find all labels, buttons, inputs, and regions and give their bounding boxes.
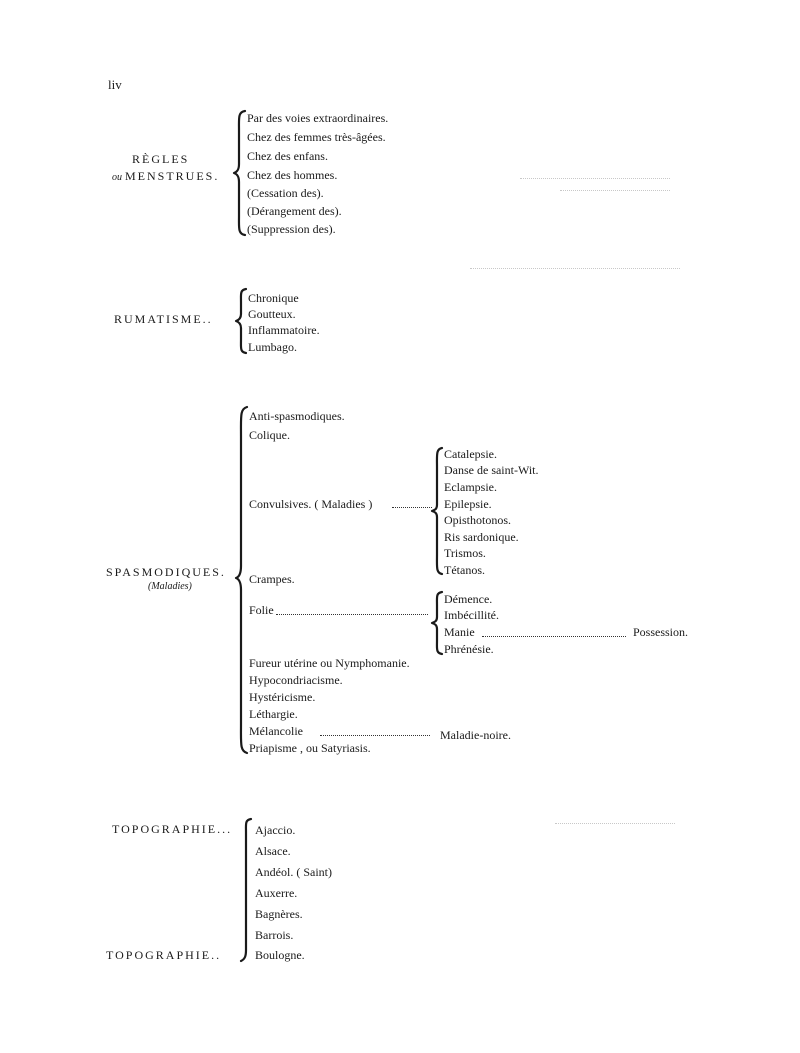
brace bbox=[236, 288, 248, 354]
list-item: Auxerre. bbox=[255, 886, 298, 900]
list-item: Ajaccio. bbox=[255, 823, 296, 837]
list-item: Anti-spasmodiques. bbox=[249, 409, 345, 423]
list-item: Andéol. ( Saint) bbox=[255, 865, 332, 879]
list-item: Barrois. bbox=[255, 928, 294, 942]
list-item: Tétanos. bbox=[444, 563, 485, 577]
show-through-mark bbox=[555, 823, 675, 824]
melancolie-label: Mélancolie bbox=[249, 724, 303, 738]
show-through-mark bbox=[560, 190, 670, 191]
list-item: Boulogne. bbox=[255, 948, 305, 962]
leader-dots bbox=[276, 614, 428, 615]
list-item: Chronique bbox=[248, 291, 299, 305]
convulsives-label: Convulsives. ( Maladies ) bbox=[249, 497, 373, 511]
list-item: Hystéricisme. bbox=[249, 690, 316, 704]
list-item: Epilepsie. bbox=[444, 497, 492, 511]
brace bbox=[241, 818, 253, 962]
melancolie-target: Maladie-noire. bbox=[440, 728, 511, 742]
list-item: Hypocondriacisme. bbox=[249, 673, 343, 687]
leader-dots bbox=[392, 507, 432, 508]
list-item: Manie bbox=[444, 625, 475, 639]
list-item: (Cessation des). bbox=[247, 186, 324, 200]
list-item: Opisthotonos. bbox=[444, 513, 512, 527]
show-through-mark bbox=[470, 268, 680, 269]
list-item: Trismos. bbox=[444, 546, 486, 560]
rumatisme-title: RUMATISME.. bbox=[114, 312, 213, 326]
page-number: liv bbox=[108, 77, 122, 92]
list-item: (Suppression des). bbox=[247, 222, 336, 236]
menstrues-word: MENSTRUES. bbox=[125, 169, 220, 183]
brace bbox=[432, 591, 444, 655]
brace bbox=[236, 406, 250, 754]
list-item: Goutteux. bbox=[248, 307, 296, 321]
leader-dots bbox=[482, 636, 626, 637]
list-item: Priapisme , ou Satyriasis. bbox=[249, 741, 371, 755]
list-item: Léthargie. bbox=[249, 707, 298, 721]
list-item: Lumbago. bbox=[248, 340, 297, 354]
list-item: Chez des hommes. bbox=[247, 168, 338, 182]
list-item: Danse de saint-Wit. bbox=[444, 463, 539, 477]
list-item: Par des voies extraordinaires. bbox=[247, 111, 389, 125]
list-item: Imbécillité. bbox=[444, 608, 499, 622]
folie-label: Folie bbox=[249, 603, 274, 617]
spasmodiques-title: SPASMODIQUES. bbox=[106, 565, 226, 579]
topographie-title: TOPOGRAPHIE... bbox=[112, 822, 233, 836]
list-item: Crampes. bbox=[249, 572, 295, 586]
list-item: Fureur utérine ou Nymphomanie. bbox=[249, 656, 410, 670]
spasmodiques-subtitle: (Maladies) bbox=[148, 581, 192, 592]
brace bbox=[432, 447, 444, 575]
list-item: Catalepsie. bbox=[444, 447, 497, 461]
list-item: Alsace. bbox=[255, 844, 291, 858]
list-item: Bagnères. bbox=[255, 907, 303, 921]
regles-title-line2 bbox=[112, 169, 219, 185]
list-item: Phrénésie. bbox=[444, 642, 494, 656]
list-item: (Dérangement des). bbox=[247, 204, 342, 218]
list-item: Inflammatoire. bbox=[248, 323, 320, 337]
show-through-mark bbox=[520, 178, 670, 179]
brace bbox=[234, 110, 248, 236]
ou-word: ou bbox=[112, 172, 122, 183]
list-item: Démence. bbox=[444, 592, 493, 606]
manie-target: Possession. bbox=[633, 625, 689, 639]
list-item: Chez des femmes très-âgées. bbox=[247, 130, 386, 144]
topographie-title-bottom: TOPOGRAPHIE.. bbox=[106, 948, 222, 962]
leader-dots bbox=[320, 735, 430, 736]
list-item: Eclampsie. bbox=[444, 480, 497, 494]
list-item: Chez des enfans. bbox=[247, 149, 328, 163]
regles-title: RÈGLES bbox=[132, 152, 190, 166]
list-item: Ris sardonique. bbox=[444, 530, 519, 544]
list-item: Colique. bbox=[249, 428, 290, 442]
